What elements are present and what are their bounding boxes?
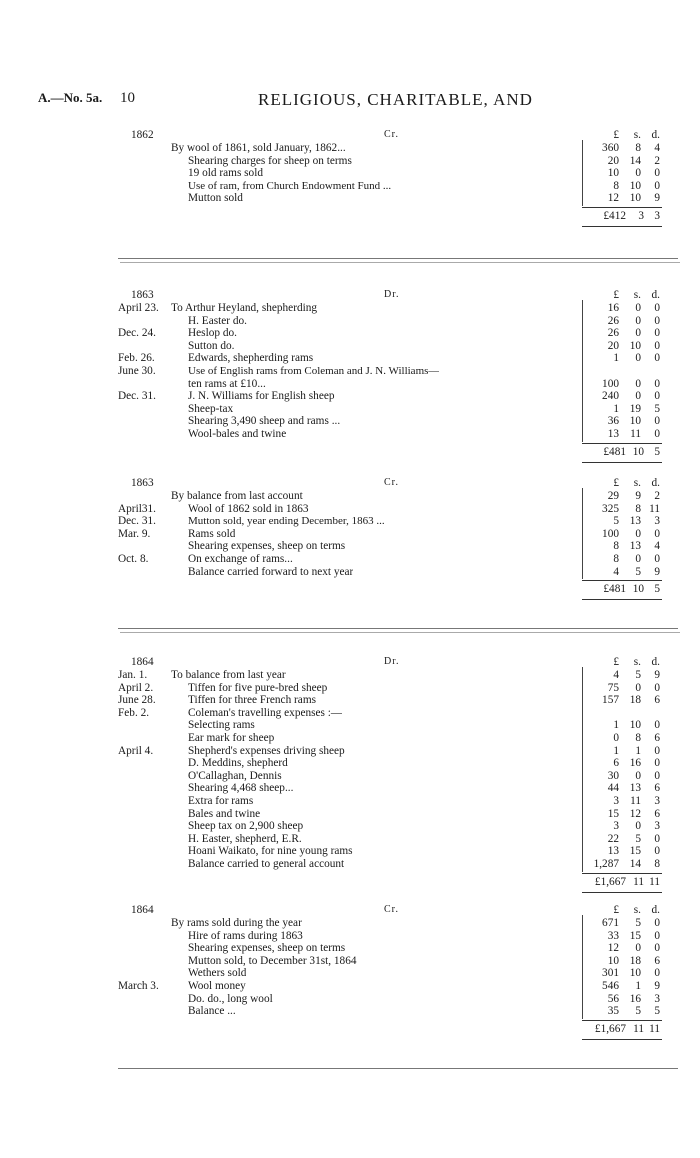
total-rule (582, 1020, 662, 1021)
total-shillings: 11 (633, 875, 644, 888)
total-rule (582, 873, 662, 874)
total-underline (582, 462, 662, 463)
row-description: Rams sold (188, 527, 236, 540)
amount-shillings: 11 (630, 795, 641, 807)
total-rule (582, 443, 662, 444)
row-description: Shearing expenses, sheep on terms (188, 942, 346, 955)
total-pence: 5 (654, 445, 660, 458)
pounds-header: £ (613, 477, 619, 489)
amount-pounds: 8 (613, 540, 619, 553)
amount-pence: 0 (654, 832, 660, 845)
amount-pence: 0 (654, 942, 660, 955)
ledger-row (0, 1004, 700, 1018)
amount-shillings: 9 (635, 490, 641, 502)
amount-pounds: 325 (602, 502, 619, 515)
account-separator (118, 258, 678, 259)
shillings-header: s. (633, 289, 641, 301)
row-description: Do. do., long wool (188, 992, 273, 1005)
row-date: Dec. 31. (118, 390, 156, 403)
row-description: Bales and twine (188, 807, 261, 820)
amount-pence: 0 (654, 390, 660, 403)
amount-pounds: 15 (607, 807, 619, 820)
section-heading (0, 655, 700, 669)
amount-pounds: 10 (607, 167, 619, 180)
row-date: June 30. (118, 365, 156, 377)
amount-shillings: 0 (635, 769, 641, 782)
section-heading (0, 128, 700, 142)
amount-shillings: 0 (635, 302, 641, 314)
page-title: RELIGIOUS, CHARITABLE, AND (258, 90, 533, 109)
row-description: J. N. Williams for English sheep (188, 390, 335, 403)
pence-header: d. (651, 129, 660, 141)
amount-pence: 9 (654, 565, 660, 578)
section-side: Dr. (384, 656, 400, 667)
amount-pence: 9 (654, 192, 660, 205)
total-pence: 11 (649, 1022, 660, 1035)
row-description: D. Meddins, shepherd (188, 757, 288, 770)
amount-pence: 3 (654, 795, 660, 807)
amount-pounds: 56 (607, 992, 619, 1005)
amount-pounds: 5 (613, 515, 619, 528)
total-pounds: £481 (603, 445, 626, 458)
amount-pounds: 36 (607, 415, 619, 428)
row-description: Shearing charges for sheep on terms (188, 154, 352, 167)
row-description: Sutton do. (188, 339, 235, 352)
amount-shillings: 10 (629, 415, 641, 428)
amount-shillings: 0 (635, 942, 641, 955)
amount-shillings: 0 (635, 553, 641, 565)
section-total (578, 583, 662, 599)
ledger-row (0, 427, 700, 441)
amount-pence: 0 (654, 339, 660, 352)
amount-column-rule (582, 300, 583, 442)
amount-pence: 0 (654, 377, 660, 390)
shillings-header: s. (633, 656, 641, 668)
amount-shillings: 0 (635, 681, 641, 694)
amount-pence: 2 (654, 154, 660, 167)
pounds-header: £ (613, 129, 619, 141)
row-description: Edwards, shepherding rams (188, 352, 314, 365)
amount-shillings: 0 (635, 390, 641, 403)
amount-shillings: 0 (635, 352, 641, 365)
section-side: Cr. (384, 904, 399, 915)
amount-pence: 0 (654, 179, 660, 192)
pence-header: d. (651, 656, 660, 668)
row-description: Use of ram, from Church Endowment Fund ... (188, 179, 392, 192)
amount-shillings: 15 (629, 929, 641, 942)
section-total (578, 876, 662, 892)
row-description: Shearing expenses, sheep on terms (188, 540, 346, 553)
amount-pence: 0 (654, 744, 660, 757)
amount-shillings: 14 (629, 858, 641, 870)
page-header (0, 90, 700, 112)
amount-shillings: 13 (629, 540, 641, 553)
amount-pounds: 20 (607, 154, 619, 167)
amount-pence: 0 (654, 929, 660, 942)
section-heading (0, 476, 700, 490)
amount-shillings: 5 (635, 669, 641, 681)
amount-pounds: 4 (613, 669, 619, 681)
row-date: Oct. 8. (118, 553, 149, 565)
amount-shillings: 13 (629, 782, 641, 795)
row-description: Use of English rams from Coleman and J. N. Williams— (188, 365, 440, 377)
amount-shillings: 10 (629, 339, 641, 352)
amount-pounds: 8 (613, 553, 619, 565)
amount-pounds: 29 (607, 490, 619, 502)
amount-pounds: 301 (602, 967, 619, 980)
amount-pounds: 12 (607, 192, 619, 205)
section-year: 1863 (131, 289, 154, 301)
row-date: April 23. (118, 302, 159, 314)
section-total (578, 1023, 662, 1039)
amount-pence: 0 (654, 845, 660, 858)
row-description: Shearing 3,490 sheep and rams ... (188, 415, 341, 428)
section-side: Dr. (384, 289, 400, 300)
total-pence: 11 (649, 875, 660, 888)
amount-pence: 0 (654, 527, 660, 540)
amount-pounds: 100 (602, 377, 619, 390)
amount-pence: 0 (654, 314, 660, 327)
row-description: Hire of rams during 1863 (188, 929, 303, 942)
amount-shillings: 18 (629, 954, 641, 967)
total-shillings: 3 (638, 210, 644, 222)
total-underline (582, 1039, 662, 1040)
total-underline (582, 892, 662, 893)
amount-shillings: 15 (629, 845, 641, 858)
amount-pounds: 16 (607, 302, 619, 314)
account-separator (120, 262, 680, 263)
row-description: Shepherd's expenses driving sheep (188, 744, 345, 757)
row-description: 19 old rams sold (188, 167, 263, 180)
row-description: Extra for rams (188, 795, 254, 807)
pounds-header: £ (613, 904, 619, 916)
total-rule (582, 207, 662, 208)
amount-pounds: 8 (613, 179, 619, 192)
ledger-row (0, 565, 700, 579)
page-number: 10 (120, 90, 135, 106)
row-description: Wool-bales and twine (188, 428, 287, 440)
amount-pounds: 546 (602, 980, 619, 992)
amount-pounds: 44 (607, 782, 619, 795)
amount-pounds: 20 (607, 339, 619, 352)
total-pounds: £481 (603, 583, 626, 596)
amount-pounds: 1 (613, 402, 619, 415)
section-year: 1863 (131, 477, 154, 489)
amount-pounds: 6 (613, 757, 619, 770)
row-date: Mar. 9. (118, 527, 151, 540)
pence-header: d. (651, 904, 660, 916)
total-pence: 3 (654, 210, 660, 222)
pence-header: d. (651, 289, 660, 301)
total-shillings: 11 (633, 1022, 644, 1035)
amount-pence: 0 (654, 327, 660, 340)
amount-pence: 3 (654, 992, 660, 1005)
total-rule (582, 580, 662, 581)
amount-shillings: 0 (635, 527, 641, 540)
amount-pence: 3 (654, 820, 660, 833)
amount-pounds: 33 (607, 929, 619, 942)
total-underline (582, 599, 662, 600)
amount-pence: 3 (654, 515, 660, 528)
ledger-row (0, 857, 700, 871)
amount-pence: 0 (654, 769, 660, 782)
row-description: By wool of 1861, sold January, 1862... (171, 142, 346, 154)
amount-shillings: 0 (635, 377, 641, 390)
total-pounds: £1,667 (594, 875, 626, 888)
row-description: Coleman's travelling expenses :— (188, 706, 343, 719)
section-heading (0, 288, 700, 302)
row-description: Hoani Waikato, for nine young rams (188, 845, 353, 858)
amount-pence: 0 (654, 553, 660, 565)
amount-pence: 0 (654, 917, 660, 929)
amount-pounds: 13 (607, 845, 619, 858)
amount-pence: 0 (654, 302, 660, 314)
shillings-header: s. (633, 129, 641, 141)
amount-pounds: 1 (613, 352, 619, 365)
amount-pence: 0 (654, 352, 660, 365)
row-description: Mutton sold, year ending December, 1863 ... (188, 515, 385, 528)
amount-pounds: 3 (613, 820, 619, 833)
amount-pounds: 13 (607, 428, 619, 440)
shillings-header: s. (633, 477, 641, 489)
row-description: O'Callaghan, Dennis (188, 769, 282, 782)
total-pence: 5 (654, 583, 660, 596)
amount-shillings: 18 (629, 694, 641, 707)
row-description: Ear mark for sheep (188, 732, 275, 744)
amount-pence: 0 (654, 428, 660, 440)
amount-pence: 9 (654, 669, 660, 681)
amount-shillings: 8 (635, 732, 641, 744)
ledger-row (0, 191, 700, 205)
amount-shillings: 16 (629, 992, 641, 1005)
row-description: Balance ... (188, 1005, 236, 1018)
row-date: March 3. (118, 980, 159, 992)
amount-pounds: 1 (613, 744, 619, 757)
total-shillings: 10 (632, 583, 644, 596)
amount-pounds: 3 (613, 795, 619, 807)
row-description: H. Easter, shepherd, E.R. (188, 832, 302, 845)
amount-shillings: 12 (629, 807, 641, 820)
total-pounds: £1,667 (594, 1022, 626, 1035)
pounds-header: £ (613, 656, 619, 668)
amount-pence: 4 (654, 142, 660, 154)
document-reference: A.—No. 5a. (38, 90, 103, 105)
row-description: Wool of 1862 sold in 1863 (188, 502, 309, 515)
amount-pence: 0 (654, 757, 660, 770)
amount-pounds: 75 (607, 681, 619, 694)
total-pounds: £412 (603, 210, 626, 222)
section-total (578, 446, 662, 462)
total-underline (582, 226, 662, 227)
pence-header: d. (651, 477, 660, 489)
account-separator (120, 632, 680, 633)
amount-shillings: 10 (629, 192, 641, 205)
amount-pounds: 671 (602, 917, 619, 929)
amount-shillings: 0 (635, 327, 641, 340)
row-description: Tiffen for three French rams (188, 694, 316, 707)
amount-pence: 0 (654, 719, 660, 732)
row-description: Mutton sold, to December 31st, 1864 (188, 954, 357, 967)
row-date: June 28. (118, 694, 156, 707)
amount-shillings: 10 (629, 179, 641, 192)
amount-column-rule (582, 667, 583, 872)
amount-pence: 5 (654, 1005, 660, 1018)
account-separator (118, 628, 678, 629)
amount-pounds: 1,287 (593, 858, 619, 870)
amount-pence: 0 (654, 167, 660, 180)
amount-shillings: 14 (629, 154, 641, 167)
amount-shillings: 1 (635, 744, 641, 757)
row-date: Dec. 24. (118, 327, 156, 340)
amount-shillings: 5 (635, 565, 641, 578)
amount-shillings: 8 (635, 502, 641, 515)
amount-pence: 6 (654, 954, 660, 967)
row-description: Sheep tax on 2,900 sheep (188, 820, 304, 833)
amount-pence: 5 (654, 402, 660, 415)
amount-pence: 6 (654, 807, 660, 820)
row-description: H. Easter do. (188, 314, 247, 327)
row-description: On exchange of rams... (188, 553, 293, 565)
amount-pounds: 157 (602, 694, 619, 707)
amount-pounds: 0 (613, 732, 619, 744)
row-description: Balance carried to general account (188, 858, 345, 870)
row-date: April 2. (118, 681, 154, 694)
amount-pounds: 30 (607, 769, 619, 782)
row-description: Tiffen for five pure-bred sheep (188, 681, 328, 694)
amount-pounds: 4 (613, 565, 619, 578)
amount-pence: 11 (649, 502, 660, 515)
row-description: Shearing 4,468 sheep... (188, 782, 294, 795)
section-year: 1864 (131, 656, 154, 668)
amount-pence: 2 (654, 490, 660, 502)
row-description: By balance from last account (171, 490, 303, 502)
amount-shillings: 0 (635, 167, 641, 180)
amount-column-rule (582, 488, 583, 579)
amount-pence: 6 (654, 694, 660, 707)
row-date: Dec. 31. (118, 515, 156, 528)
amount-shillings: 0 (635, 314, 641, 327)
amount-pounds: 22 (607, 832, 619, 845)
amount-column-rule (582, 140, 583, 206)
amount-pence: 4 (654, 540, 660, 553)
section-heading (0, 903, 700, 917)
amount-column-rule (582, 915, 583, 1019)
amount-pounds: 26 (607, 327, 619, 340)
amount-pence: 8 (654, 858, 660, 870)
amount-pounds: 1 (613, 719, 619, 732)
amount-pounds: 100 (602, 527, 619, 540)
amount-shillings: 19 (629, 402, 641, 415)
section-year: 1862 (131, 129, 154, 141)
amount-pounds: 12 (607, 942, 619, 955)
row-date: April31. (118, 502, 156, 515)
amount-shillings: 16 (629, 757, 641, 770)
row-date: Jan. 1. (118, 669, 148, 681)
amount-pence: 6 (654, 732, 660, 744)
amount-pounds: 26 (607, 314, 619, 327)
row-date: Feb. 26. (118, 352, 155, 365)
row-description: ten rams at £10... (188, 377, 266, 390)
row-description: Wool money (188, 980, 246, 992)
amount-shillings: 10 (629, 719, 641, 732)
total-shillings: 10 (632, 445, 644, 458)
row-description: To balance from last year (171, 669, 286, 681)
row-description: Sheep-tax (188, 402, 234, 415)
amount-shillings: 1 (635, 980, 641, 992)
amount-shillings: 5 (635, 832, 641, 845)
amount-shillings: 0 (635, 820, 641, 833)
shillings-header: s. (633, 904, 641, 916)
section-total (578, 210, 662, 226)
amount-pence: 9 (654, 980, 660, 992)
row-description: To Arthur Heyland, shepherding (171, 302, 318, 314)
section-side: Cr. (384, 477, 399, 488)
row-description: Wethers sold (188, 967, 247, 980)
amount-shillings: 8 (635, 142, 641, 154)
amount-shillings: 10 (629, 967, 641, 980)
section-year: 1864 (131, 904, 154, 916)
amount-pounds: 35 (607, 1005, 619, 1018)
row-description: Heslop do. (188, 327, 237, 340)
amount-pence: 0 (654, 967, 660, 980)
section-side: Cr. (384, 129, 399, 140)
amount-pence: 0 (654, 415, 660, 428)
row-description: Balance carried forward to next year (188, 565, 354, 578)
row-description: Selecting rams (188, 719, 255, 732)
amount-pence: 6 (654, 782, 660, 795)
amount-shillings: 5 (635, 1005, 641, 1018)
amount-pounds: 10 (607, 954, 619, 967)
row-description: By rams sold during the year (171, 917, 302, 929)
amount-shillings: 13 (629, 515, 641, 528)
amount-pounds: 360 (602, 142, 619, 154)
amount-shillings: 5 (635, 917, 641, 929)
pounds-header: £ (613, 289, 619, 301)
account-separator (118, 1068, 678, 1069)
amount-pounds: 240 (602, 390, 619, 403)
row-date: April 4. (118, 744, 154, 757)
row-description: Mutton sold (188, 192, 243, 205)
amount-shillings: 11 (630, 428, 641, 440)
amount-pence: 0 (654, 681, 660, 694)
row-date: Feb. 2. (118, 706, 150, 719)
